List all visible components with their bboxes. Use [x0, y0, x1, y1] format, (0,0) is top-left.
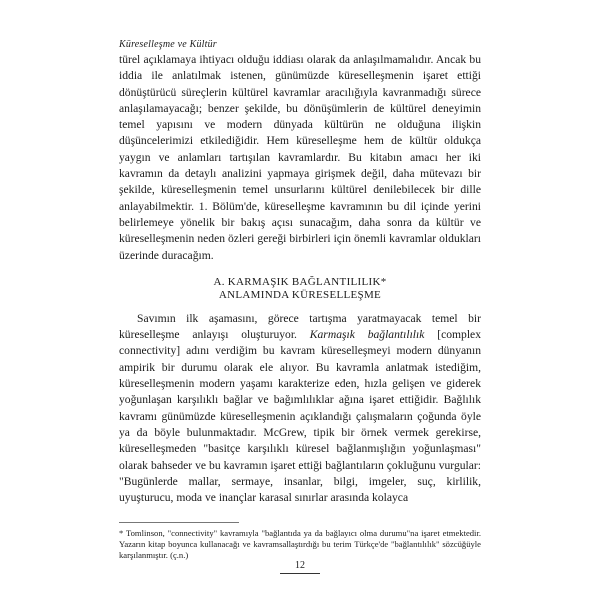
section-heading-line-1: A. KARMAŞIK BAĞLANTILILIK*: [213, 275, 387, 288]
running-head: Küreselleşme ve Kültür: [119, 39, 217, 50]
page-number-rule: [280, 573, 320, 574]
section-heading: [119, 276, 481, 302]
section-heading-line-2: ANLAMINDA KÜRESELLEŞME: [218, 288, 382, 301]
footnote: * Tomlinson, "connectivity" kavramıyla "bağlantıda ya da bağlayıcı olma durumu"na işaret etmektedir. Yazarın kitap boyunca kullanacağı ve kavramsallaştırdığı bu terim Türkçe'de "bağlantılılık" sözcüğüyle karşılanmıştır. (ç.n.): [119, 528, 481, 560]
paragraph-section-part-1: Savımın ilk aşamasını, görece tartışma yaratmayacak temel bir küreselleşme anlayışı oluşturuyor.: [119, 311, 481, 342]
paragraph-section: [119, 311, 481, 507]
paragraph-section-part-2: [complex connectivity] adını verdiğim bu kavram küreselleşmeyi modern dünyanın ampirik bir durumu olarak ele alıyor. Bu kavramla anlatmak istediğim, küreselleşmenin modern yaşamı karakterize eden, hızla gelişen ve giderek yoğunlaşan karşılıklı bağlar ve bağımlılıklar ağına işaret ettiğidir. Bağlılık kavramı günümüzde küreselleşmenin açıklandığı çalışmaların çoğunda öyle ya da böyle bulunmaktadır. McGrew, tipik bir örnek vermek gerekirse, küreselleşmeden "basitçe karşılıklı küresel bağlanmışlığın yoğunlaşması" olarak bahseder ve bu kavramın işaret ettiği bağlantıların çokluğunu vurgular: "Bugünlerde mallar, sermaye, insanlar, bilgi, imgeler, suç, kirlilik, uyuşturucu, moda ve inançlar karasal sınırlar arasında kolayca: [119, 328, 481, 505]
body-text: [119, 52, 481, 506]
footnote-rule: [119, 522, 239, 523]
page-number: 12: [295, 560, 305, 571]
paragraph-intro: türel açıklamaya ihtiyacı olduğu iddiası olarak da anlaşılmamalıdır. Ancak bu iddia ile anlatılmak istenen, günümüzde küreselleşmenin işaret ettiği dönüştürücü süreçlerin kültürel kavramlar aracılığıyla kavranmadığı sürece anlaşılamayacağı; benzer şekilde, bu dönüşümlerin de kültürel deneyimin temel yapısını ve modern dünyada kültürün ne olduğuna ilişkin düşüncelerimizi etkilediğidir. Hem küreselleşme hem de kültür oldukça yaygın ve anlamları tartışılan kavramlardır. Bu kitabın amacı her iki kavramın da detaylı analizini yapmaya girişmek değil, daha mütevazı bir şekilde, küreselleşmenin temel unsurlarını kültürel denilebilecek bir dille anlayabilmektir. 1. Bölüm'de, küreselleşme kavramının bu dil içinde yerini belirlemeye yönelik bir bakış açısı sunacağım, daha sonra da kültür ve küreselleşmenin neden özleri gereği birbirleri için önemli kavramlar oldukları üzerinde duracağım.: [119, 53, 481, 262]
term-complex-connectivity: Karmaşık bağlantılılık: [309, 328, 425, 342]
